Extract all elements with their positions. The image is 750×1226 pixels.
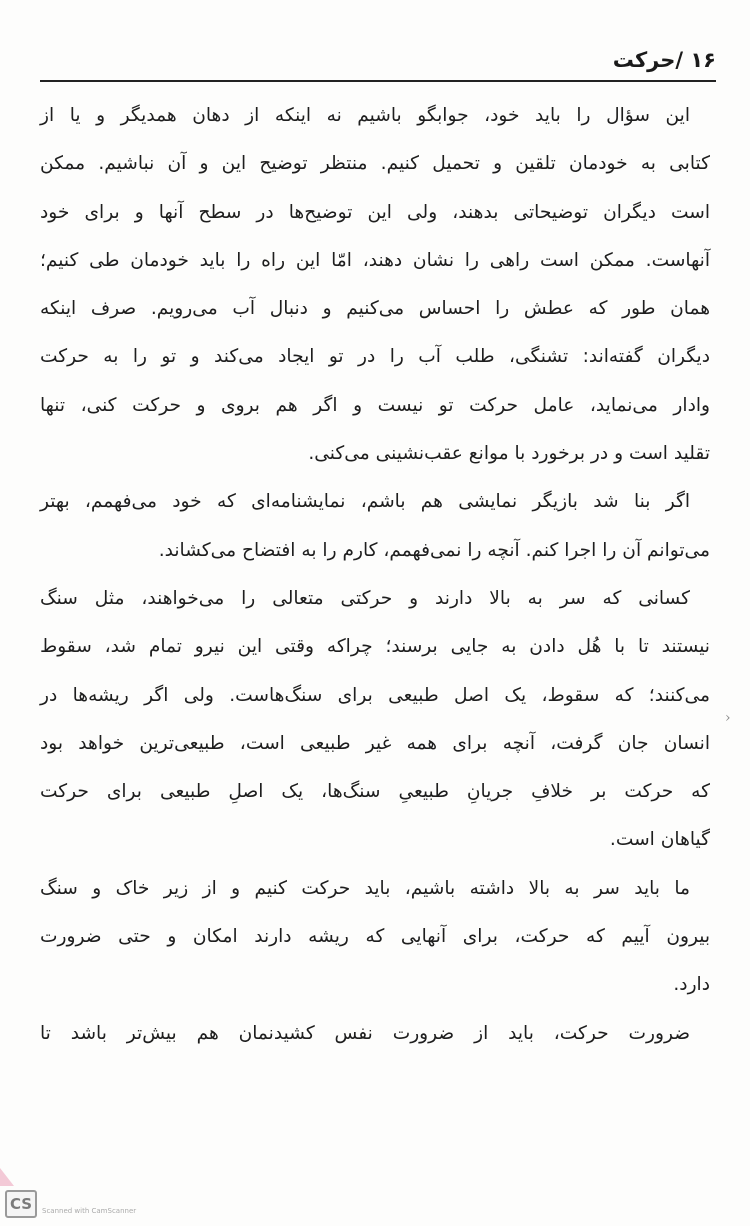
camscanner-logo-icon: CS [5, 1190, 37, 1218]
text-line: است دیگران توضیحاتی بدهند، ولی این توضیح‌ها در سطح آنها و برای خود [40, 201, 710, 223]
scanner-caption: Scanned with CamScanner [42, 1207, 137, 1215]
text-line: آنهاست. ممکن است راهی را نشان دهند، امّا این راه را باید خودمان طی کنیم؛ [40, 249, 710, 271]
body-text [40, 92, 710, 1058]
text-line: همان طور که عطش را احساس می‌کنیم و دنبال آب می‌رویم. صرف اینکه [40, 298, 710, 320]
text-line: نیستند تا با هُل دادن به جایی برسند؛ چراکه وقتی این نیرو تمام شد، سقوط [40, 636, 710, 658]
page-number-title: ۱۶ /حرکت [612, 48, 716, 72]
text-line: ما باید سر به بالا داشته باشیم، باید حرکت کنیم و از زیر خاک و سنگ [40, 877, 690, 899]
text-line: می‌توانم آن را اجرا کنم. آنچه را نمی‌فهمم، کارم را به افتضاح می‌کشاند. [158, 539, 710, 561]
text-line: انسان جان گرفت، آنچه برای همه غیر طبیعی است، طبیعی‌ترین خواهد بود [40, 732, 710, 754]
text-line: اگر بنا شد بازیگر نمایشی هم باشم، نمایشنامه‌ای که خود می‌فهمم، بهتر [40, 491, 690, 513]
margin-speck: › [725, 710, 731, 726]
text-line: دیگران گفته‌اند: تشنگی، طلب آب را در تو ایجاد می‌کند و تو را به حرکت [40, 346, 710, 368]
text-line: که حرکت بر خلافِ جریانِ طبیعیِ سنگ‌ها، یک اصلِ طبیعی برای حرکت [40, 781, 710, 803]
text-line: ضرورت حرکت، باید از ضرورت نفس کشیدنمان هم بیش‌تر باشد تا [40, 1022, 690, 1044]
text-line: بیرون آییم که حرکت، برای آنهایی که ریشه دارند امکان و حتی ضرورت [40, 926, 710, 948]
text-line: کسانی که سر به بالا دارند و حرکتی متعالی را می‌خواهند، مثل سنگ [40, 587, 690, 609]
text-line: کتابی به خودمان تلقین و تحمیل کنیم. منتظر توضیح این و آن نباشیم. ممکن [40, 153, 710, 175]
text-line: گیاهان است. [609, 829, 710, 851]
text-line: این سؤال را باید خود، جوابگو باشیم نه اینکه از دهان همدیگر و یا از [40, 105, 690, 126]
page-header [40, 44, 716, 84]
text-line: دارد. [673, 974, 710, 996]
text-line: تقلید است و در برخورد با موانع عقب‌نشینی می‌کنی. [308, 443, 710, 465]
page-corner-icon [0, 1160, 30, 1190]
header-divider [40, 80, 716, 82]
text-line: وادار می‌نماید، عامل حرکت تو نیست و اگر هم بروی و حرکت کنی، تنها [40, 394, 710, 416]
text-line: می‌کنند؛ که سقوط، یک اصل طبیعی برای سنگ‌هاست. ولی اگر ریشه‌ها در [40, 684, 710, 706]
